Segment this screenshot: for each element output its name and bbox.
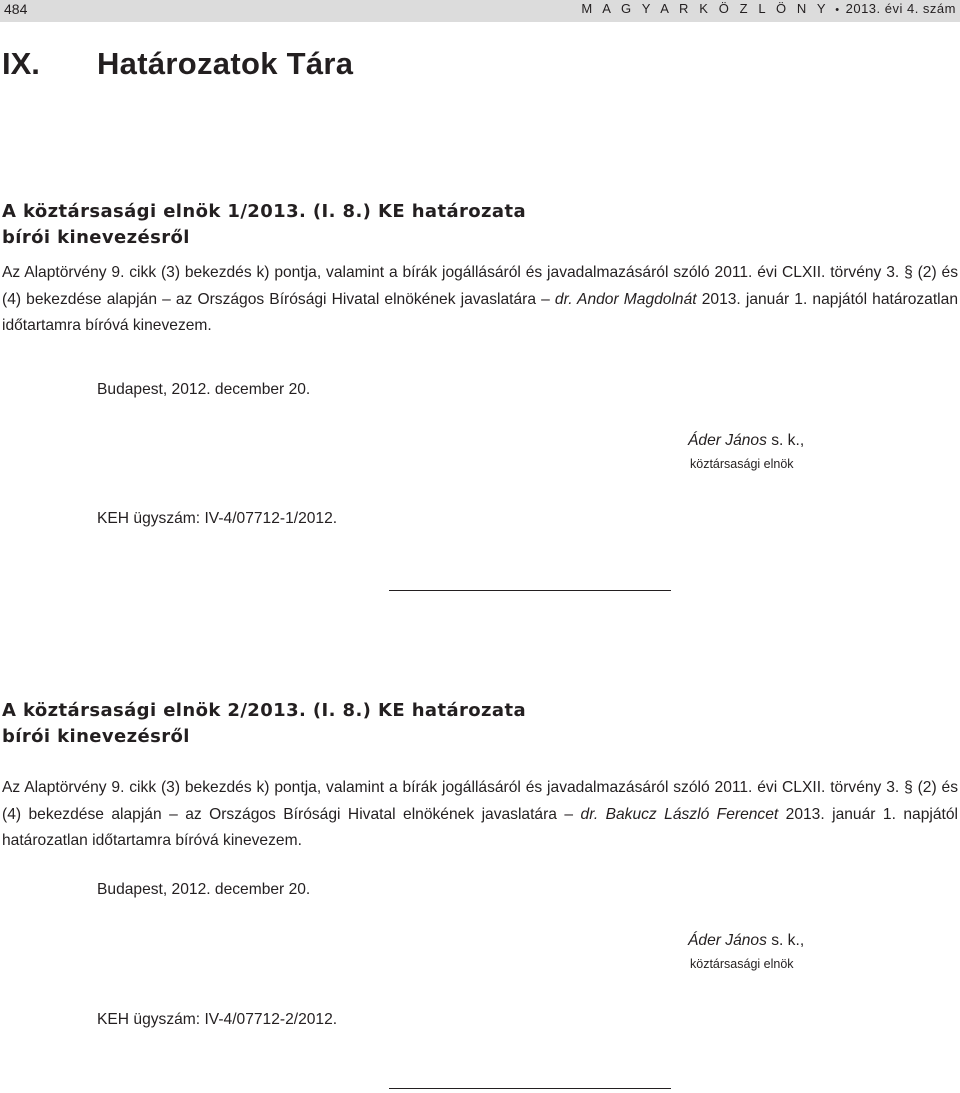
decision-subtitle: bírói kinevezésről: [2, 726, 190, 747]
separator-rule: [389, 1088, 671, 1089]
signer-name: Áder János: [688, 932, 767, 949]
decision-body: [2, 775, 958, 855]
body-text: Az Alaptörvény 9. cikk (3) bekezdés k) pontja, valamint a bírák jogállásáról és javadalmazásáról szóló 2011. évi CLXII. törvény 3. § (2) és (4) bekezdése alapján – az Országos Bírósági Hivatal elnökének javaslatára –: [2, 264, 958, 308]
journal-header: [581, 0, 956, 19]
journal-name: M A G Y A R K Ö Z L Ö N Y: [581, 1, 830, 16]
signer-role: köztársasági elnök: [690, 957, 794, 971]
appointee-name: dr. Andor Magdolnát: [554, 290, 697, 308]
signer: [688, 931, 804, 951]
chapter-number: IX.: [2, 46, 40, 81]
case-number: KEH ügyszám: IV-4/07712-2/2012.: [97, 1011, 338, 1028]
body-text: Az Alaptörvény 9. cikk (3) bekezdés k) pontja, valamint a bírák jogállásáról és javadalmazásáról szóló 2011. évi CLXII. törvény 3. § (2) és (4) bekezdése alapján – az Országos Bírósági Hivatal elnökének javaslatára –: [2, 779, 958, 823]
decision-title: A köztársasági elnök 1/2013. (I. 8.) KE határozata: [2, 201, 527, 222]
case-number: KEH ügyszám: IV-4/07712-1/2012.: [97, 510, 338, 527]
separator-rule: [389, 590, 671, 591]
signer-role: köztársasági elnök: [690, 457, 794, 471]
place-date: Budapest, 2012. december 20.: [97, 381, 311, 398]
signer-suffix: s. k.,: [766, 932, 805, 949]
page-number: 484: [4, 1, 28, 17]
decision-subtitle: bírói kinevezésről: [2, 227, 190, 248]
body-text: 2013. január 1. napjától határozatlan időtartamra bíróvá kinevezem.: [2, 805, 958, 849]
appointee-name: dr. Bakucz László Ferencet: [580, 805, 779, 823]
place-date: Budapest, 2012. december 20.: [97, 881, 311, 898]
chapter-title: Határozatok Tára: [97, 46, 354, 81]
signer-name: Áder János: [688, 432, 767, 449]
decision-body: [2, 260, 958, 340]
bullet-icon: •: [835, 4, 840, 16]
body-text: 2013. január 1. napjától határozatlan időtartamra bíróvá kinevezem.: [2, 290, 958, 334]
signer-suffix: s. k.,: [766, 432, 805, 449]
signer: [688, 431, 804, 451]
decision-title: A köztársasági elnök 2/2013. (I. 8.) KE határozata: [2, 700, 527, 721]
issue-label: 2013. évi 4. szám: [845, 1, 956, 16]
